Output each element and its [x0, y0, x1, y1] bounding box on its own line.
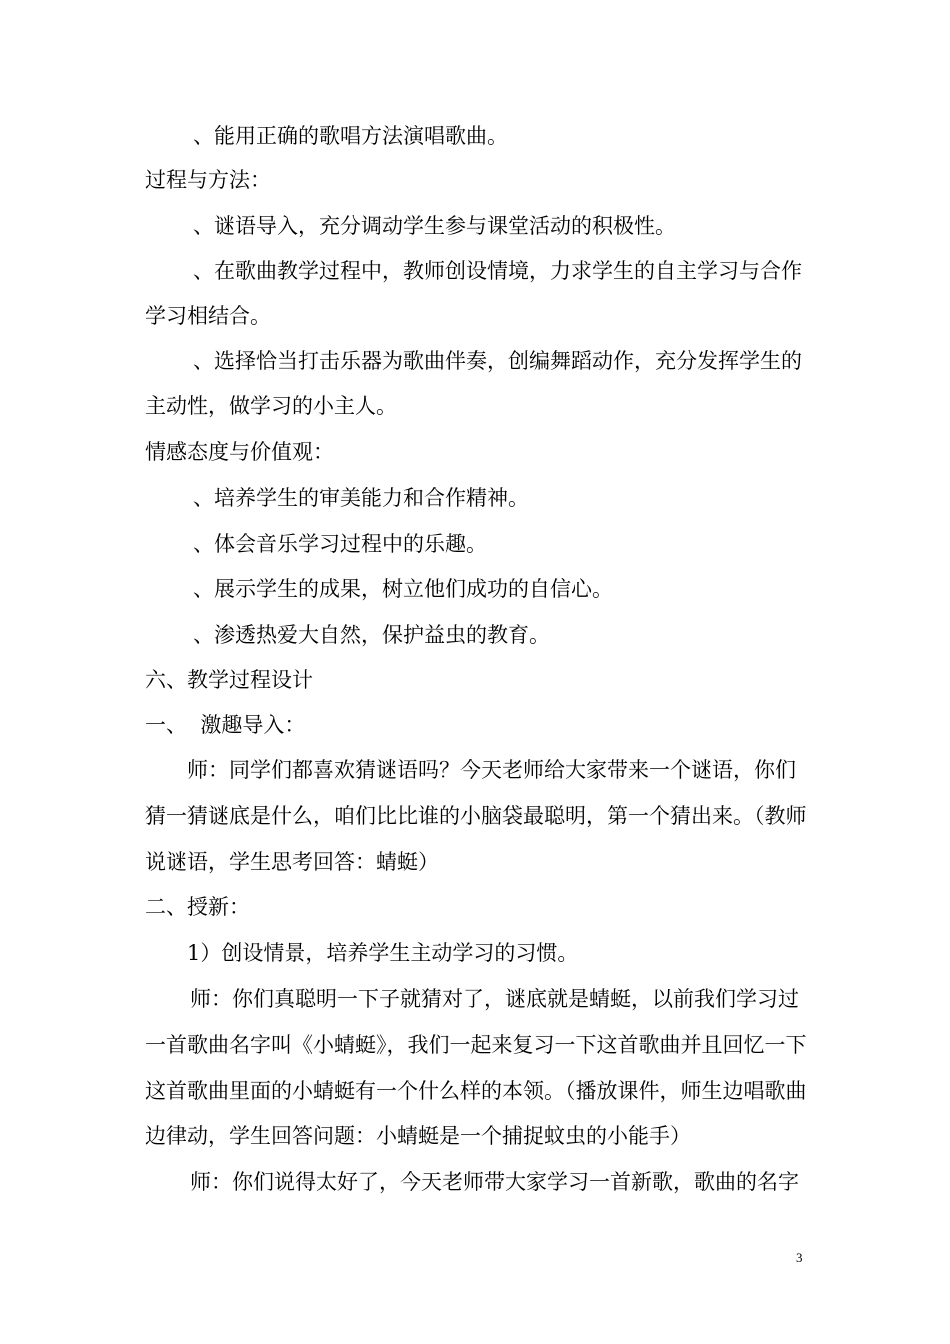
- section-heading: 一、 激趣导入：: [145, 713, 306, 737]
- text-line: 学习相结合。: [145, 304, 271, 328]
- text-line: 、渗透热爱大自然，保护益虫的教育。: [193, 623, 550, 647]
- text-line: 猜一猜谜底是什么，咱们比比谁的小脑袋最聪明，第一个猜出来。（教师: [145, 804, 807, 828]
- text-line: 、选择恰当打击乐器为歌曲伴奏，创编舞蹈动作，充分发挥学生的: [193, 349, 802, 373]
- text-line: 、在歌曲教学过程中，教师创设情境，力求学生的自主学习与合作: [193, 259, 802, 283]
- text-line: 1）创设情景，培养学生主动学习的习惯。: [187, 941, 579, 965]
- section-heading: 六、教学过程设计: [145, 668, 313, 692]
- text-line: 、能用正确的歌唱方法演唱歌曲。: [193, 124, 508, 148]
- section-heading: 过程与方法：: [145, 168, 271, 192]
- page-number: 3: [796, 1250, 803, 1265]
- text-line: 边律动，学生回答问题：小蜻蜓是一个捕捉蚊虫的小能手）: [145, 1124, 691, 1148]
- text-line: 、培养学生的审美能力和合作精神。: [193, 486, 529, 510]
- section-heading: 情感态度与价值观：: [145, 440, 334, 464]
- text-line: 师：你们真聪明一下子就猜对了，谜底就是蜻蜓，以前我们学习过: [190, 987, 799, 1011]
- text-line: 师：你们说得太好了，今天老师带大家学习一首新歌，歌曲的名字: [190, 1170, 799, 1194]
- text-line: 主动性，做学习的小主人。: [145, 394, 397, 418]
- text-line: 、谜语导入，充分调动学生参与课堂活动的积极性。: [193, 214, 676, 238]
- text-line: 一首歌曲名字叫《小蜻蜓》，我们一起来复习一下这首歌曲并且回忆一下: [145, 1033, 807, 1057]
- section-heading: 二、授新：: [145, 895, 250, 919]
- text-line: 说谜语，学生思考回答：蜻蜓）: [145, 850, 439, 874]
- text-line: 、展示学生的成果，树立他们成功的自信心。: [193, 577, 613, 601]
- text-line: 这首歌曲里面的小蜻蜓有一个什么样的本领。（播放课件，师生边唱歌曲: [145, 1079, 807, 1103]
- text-line: 、体会音乐学习过程中的乐趣。: [193, 532, 487, 556]
- text-line: 师：同学们都喜欢猜谜语吗？今天老师给大家带来一个谜语，你们: [187, 758, 796, 782]
